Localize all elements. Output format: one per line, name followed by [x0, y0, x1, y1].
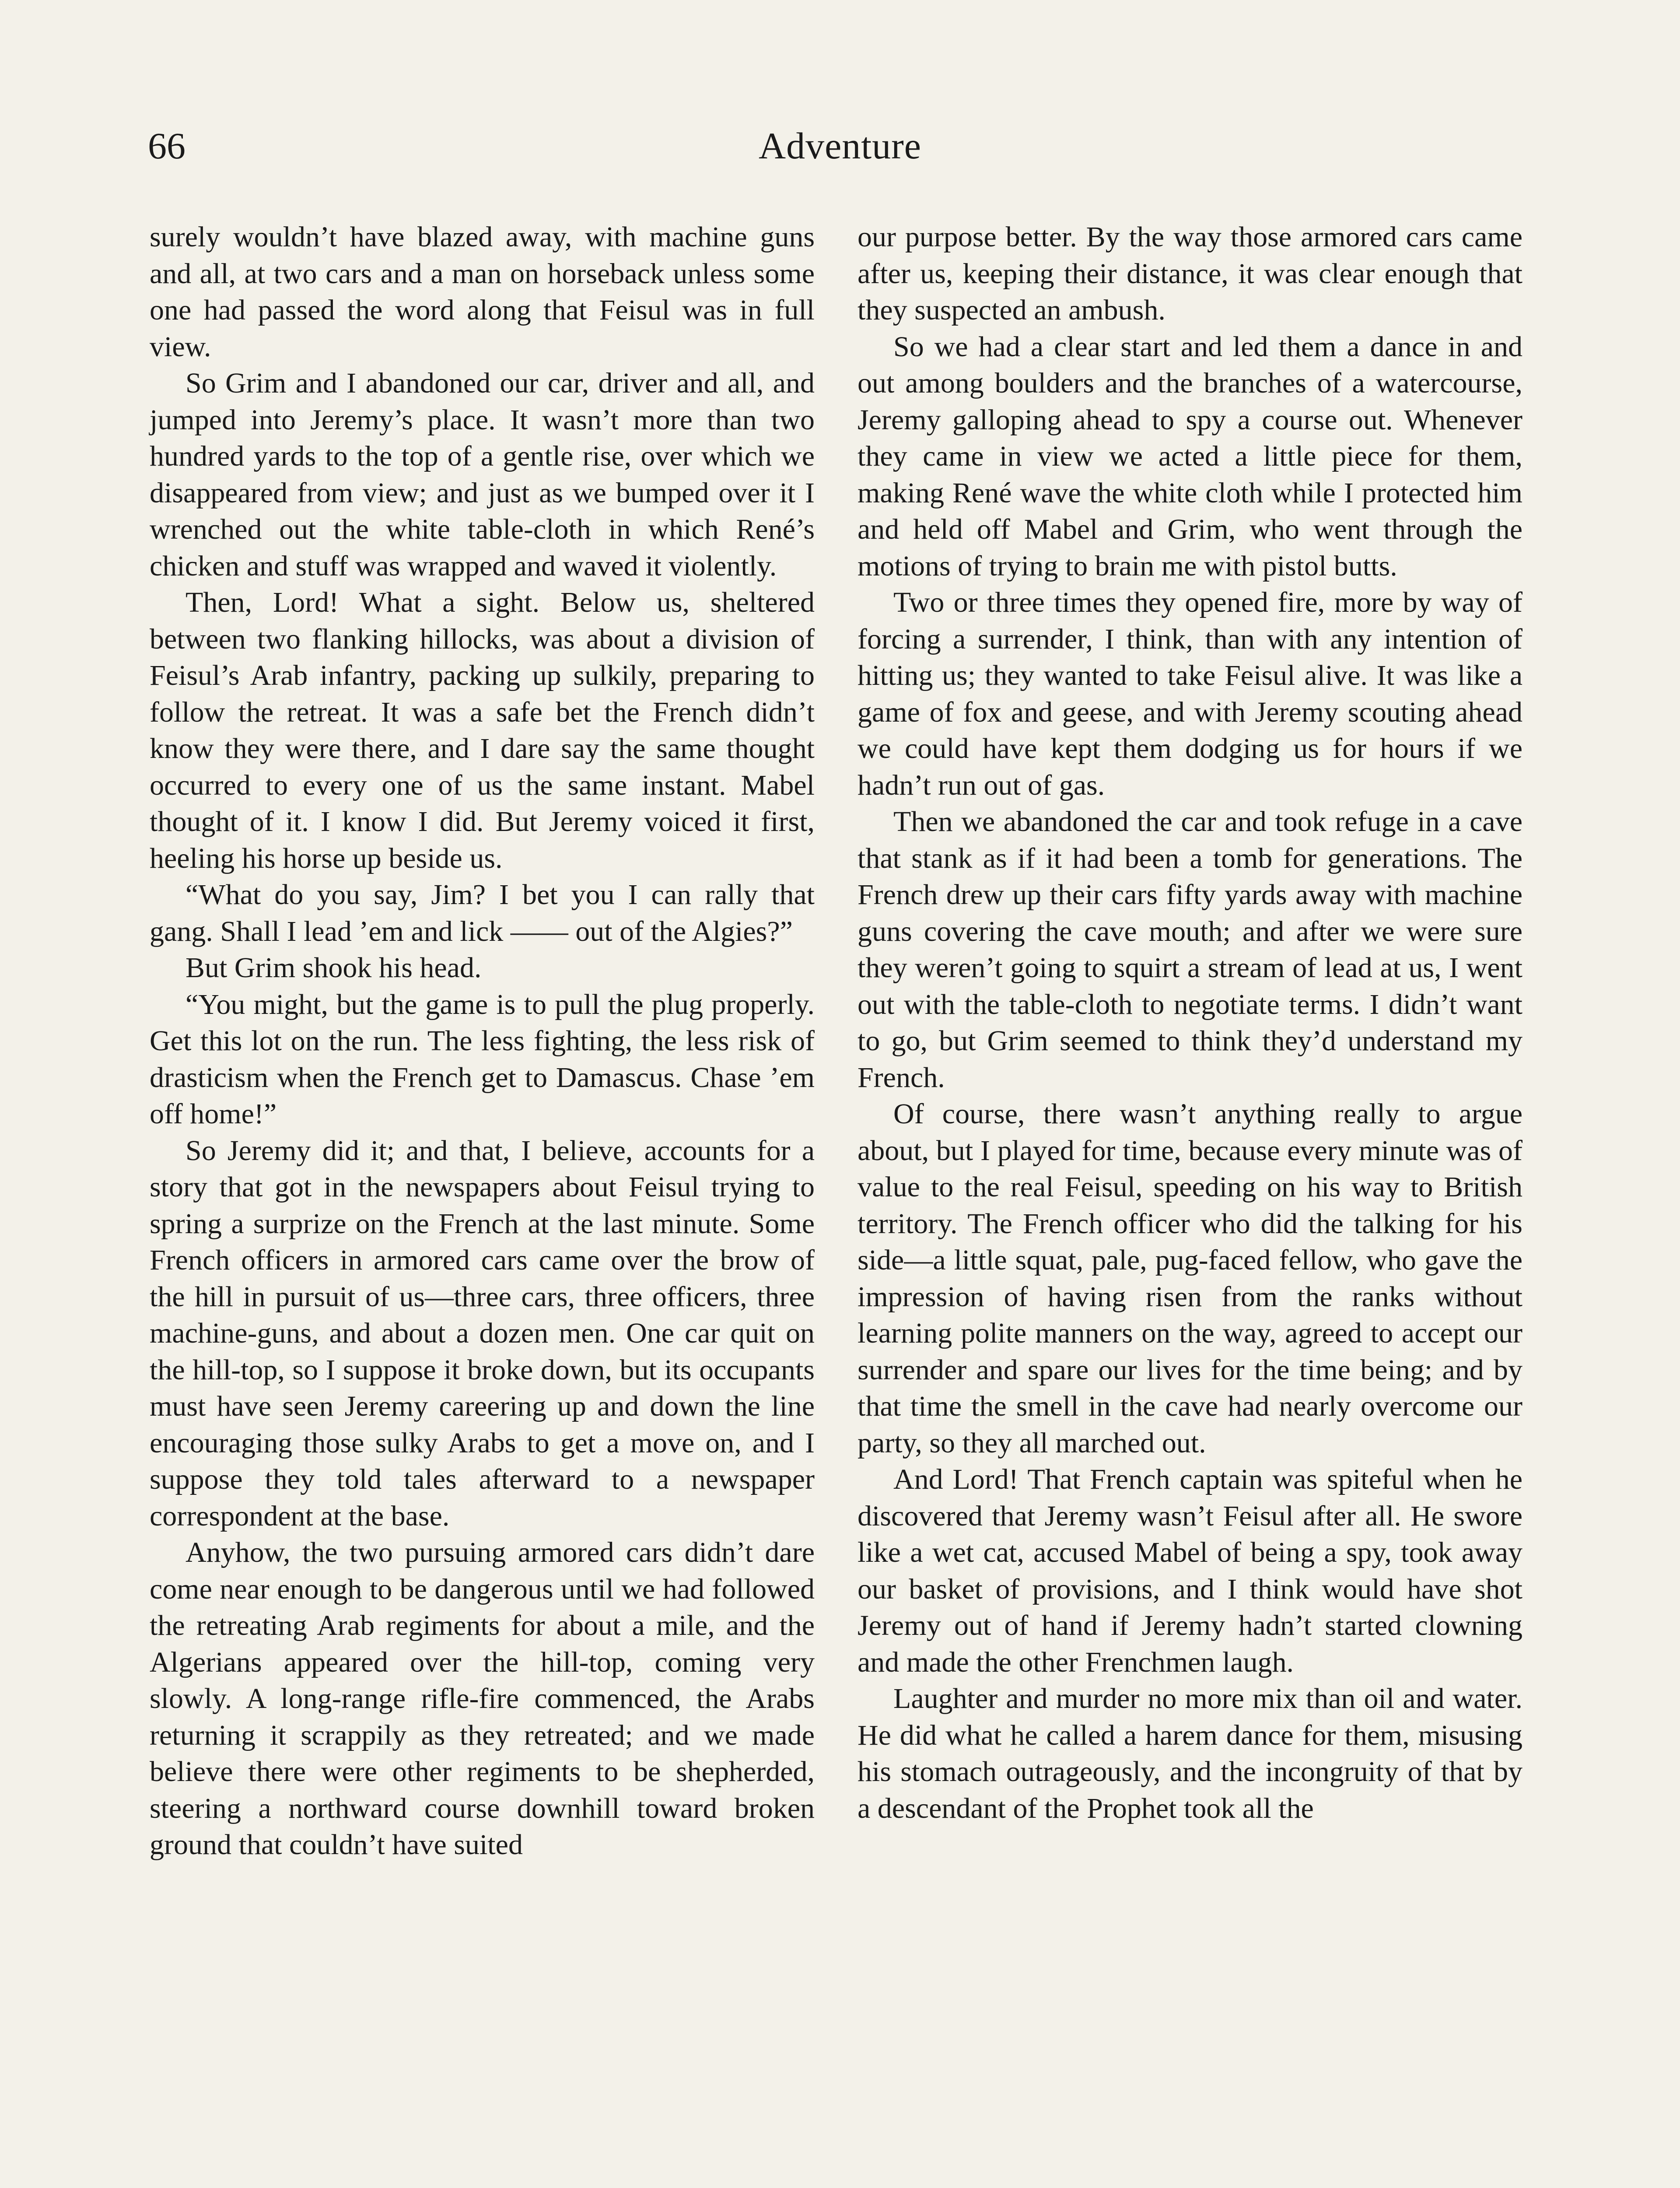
page-number: 66	[148, 125, 186, 167]
paragraph: Anyhow, the two pursuing armored cars didn’t dare come near enough to be dangerous until we had followed the retreating Arab regiments for about a mile, and the Algerians appeared over the hill-top, coming very slowly. A long-range rifle-fire commenced, the Arabs returning it scrappily as they retreated; and we made believe there were other regiments to be shepherded, steering a northward course downhill toward broken ground that couldn’t have suited	[150, 1536, 815, 1861]
paragraph: So Grim and I abandoned our car, driver and all, and jumped into Jeremy’s place. It wasn’t more than two hundred yards to the top of a gentle rise, over which we disappeared from view; and just as we bumped over it I wrenched out the white table-cloth in which René’s chicken and stuff was wrapped and waved it violently.	[150, 367, 815, 582]
paragraph: Of course, there wasn’t anything really to argue about, but I played for time, because every minute was of value to the real Feisul, speeding on his way to British territory. The French officer who did the talking for his side—a little squat, pale, pug-faced fellow, who gave the impression of having risen from the ranks without learning polite manners on the way, agreed to accept our surrender and spare our lives for the time being; and by that time the smell in the cave had nearly overcome our party, so they all marched out.	[858, 1098, 1522, 1459]
left-column	[150, 219, 815, 1863]
paragraph: Then we abandoned the car and took refuge in a cave that stank as if it had been a tomb for generations. The French drew up their cars fifty yards away with machine guns covering the cave mouth; and after we were sure they weren’t going to squirt a stream of lead at us, I went out with the table-cloth to negotiate terms. I didn’t want to go, but Grim seemed to think they’d understand my French.	[858, 806, 1522, 1094]
paragraph: So Jeremy did it; and that, I believe, accounts for a story that got in the newspapers about Feisul trying to spring a surprize on the French at the last minute. Some French officers in armored cars came over the brow of the hill in pursuit of us—three cars, three officers, three machine-guns, and about a dozen men. One car quit on the hill-top, so I suppose it broke down, but its occupants must have seen Jeremy careering up and down the line encouraging those sulky Arabs to get a move on, and I suppose they told tales afterward to a newspaper correspondent at the base.	[150, 1134, 815, 1532]
paragraph: surely wouldn’t have blazed away, with machine guns and all, at two cars and a man on horseback unless some one had passed the word along that Feisul was in full view.	[150, 221, 815, 363]
paragraph: Two or three times they opened fire, more by way of forcing a surrender, I think, than with any intention of hitting us; they wanted to take Feisul alive. It was like a game of fox and geese, and with Jeremy scouting ahead we could have kept them dodging us for hours if we hadn’t run out of gas.	[858, 586, 1522, 801]
right-column	[858, 219, 1522, 1827]
paragraph: “You might, but the game is to pull the plug properly. Get this lot on the run. The less fighting, the less risk of drasticism when the French get to Damascus. Chase ’em off home!”	[150, 988, 815, 1130]
paragraph: our purpose better. By the way those armored cars came after us, keeping their distance, it was clear enough that they suspected an ambush.	[858, 221, 1522, 326]
paragraph: Laughter and murder no more mix than oil and water. He did what he called a harem dance for them, misusing his stomach outrageously, and the incongruity of that by a descendant of the Prophet took all the	[858, 1683, 1522, 1824]
paragraph: And Lord! That French captain was spiteful when he discovered that Jeremy wasn’t Feisul after all. He swore like a wet cat, accused Mabel of being a spy, took away our basket of provisions, and I think would have shot Jeremy out of hand if Jeremy hadn’t started clowning and made the other Frenchmen laugh.	[858, 1463, 1522, 1678]
paragraph: Then, Lord! What a sight. Below us, sheltered between two flanking hillocks, was about a division of Feisul’s Arab infantry, packing up sulkily, preparing to follow the retreat. It was a safe bet the French didn’t know they were there, and I dare say the same thought occurred to every one of us the same instant. Mabel thought of it. I know I did. But Jeremy voiced it first, heeling his horse up beside us.	[150, 586, 815, 874]
paragraph: So we had a clear start and led them a dance in and out among boulders and the branches of a watercourse, Jeremy galloping ahead to spy a course out. Whenever they came in view we acted a little piece for them, making René wave the white cloth while I protected him and held off Mabel and Grim, who went through the motions of trying to brain me with pistol butts.	[858, 330, 1522, 582]
paragraph: “What do you say, Jim? I bet you I can rally that gang. Shall I lead ’em and lick —— out of the Algies?”	[150, 879, 815, 947]
running-head: Adventure	[759, 125, 921, 167]
paragraph: But Grim shook his head.	[186, 952, 482, 984]
